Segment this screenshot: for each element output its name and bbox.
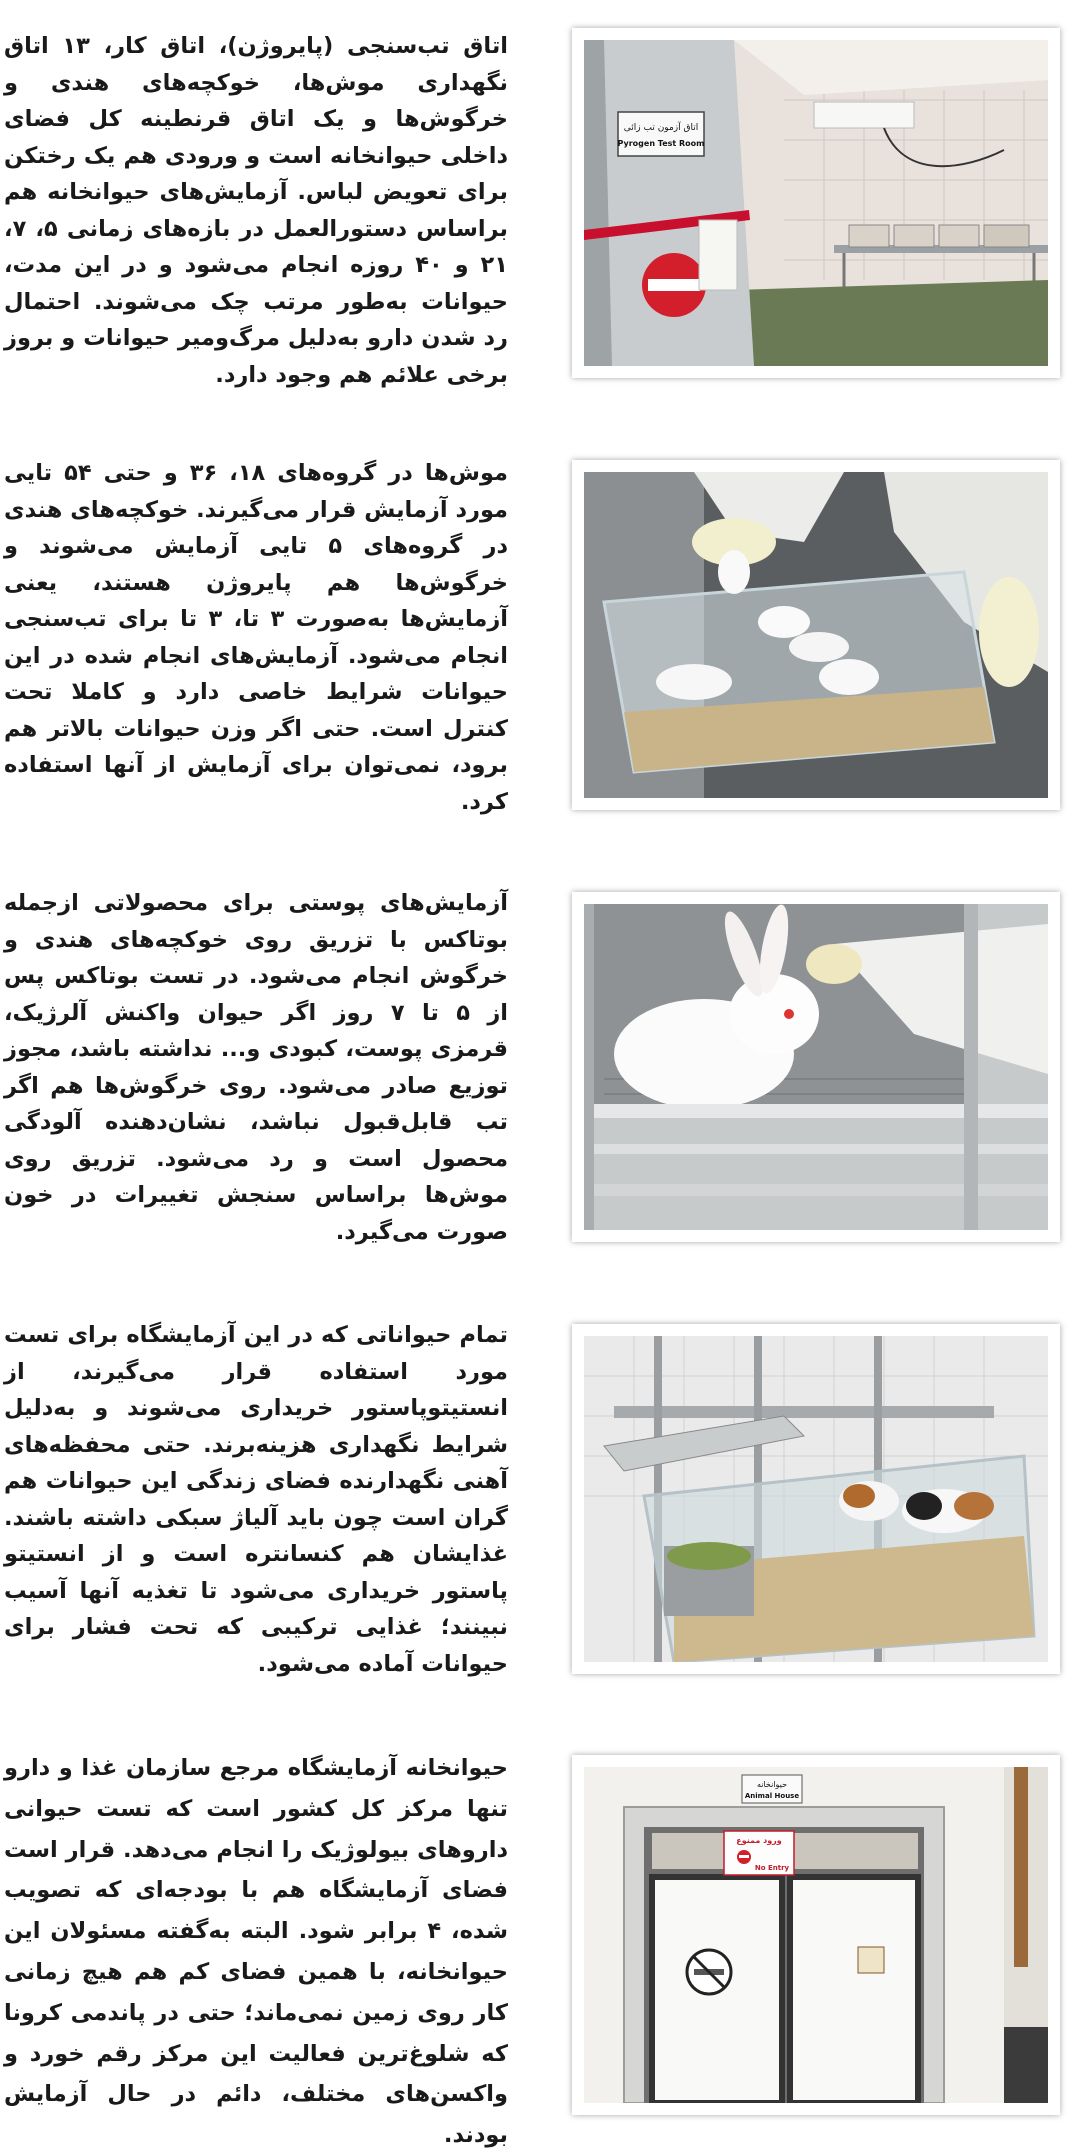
rabbit-photo xyxy=(584,904,1048,1230)
photo-frame-2 xyxy=(572,460,1060,810)
guinea-pigs-photo xyxy=(584,1336,1048,1662)
animal-house-sign-english: Animal House xyxy=(744,1792,800,1800)
paragraph-3: آزمایش‌های پوستی برای محصولاتی ازجمله بوتاکس با تزریق روی خوکچه‌های هندی و خرگوش انجام می‌شود. در تست بوتاکس پس از ۵ تا ۷ روز اگر حیوان واکنش آلرژیک، قرمزی پوست، کبودی و... نداشته باشد، مجوز توزیع صادر می‌شود. روی خرگوش‌ها هم اگر تب قابل‌قبول نباشد، نشان‌دهنده آلودگی محصول است و رد می‌شود. تزریق روی موش‌ها براساس سنجش تغییرات در خون صورت می‌گیرد. xyxy=(4,890,508,1245)
sign-english-text: Pyrogen Test Room xyxy=(617,139,705,148)
animal-house-sign-persian: حیوانخانه xyxy=(756,1780,788,1789)
no-entry-sign-english: No Entry xyxy=(754,1864,790,1872)
paragraph-1: اتاق تب‌سنجی (پایروژن)، اتاق کار، ۱۳ اتاق نگهداری موش‌ها، خوکچه‌های هندی و خرگوش‌ها و یک اتاق قرنطینه کل فضای داخلی حیوانخانه است و ورودی هم یک رختکن برای تعویض لباس. آزمایش‌های حیوانخانه هم براساس دستورالعمل در بازه‌های زمانی ۵، ۷، ۲۱ و ۴۰ روزه انجام می‌شود و در این مدت، حیوانات به‌طور مرتب چک می‌شوند. احتمال رد شدن دارو به‌دلیل مرگ‌ومیر حیوانات و بروز برخی علائم هم وجود دارد. xyxy=(4,33,508,388)
pyrogen-room-photo xyxy=(584,40,1048,366)
sign-persian-text: اتاق آزمون تب زائی xyxy=(623,123,699,133)
photo-frame-4 xyxy=(572,1324,1060,1674)
animal-house-door-photo xyxy=(584,1767,1048,2103)
paragraph-4: تمام حیواناتی که در این آزمایشگاه برای تست مورد استفاده قرار می‌گیرند، از انستیتوپاستور خریداری می‌شوند و به‌دلیل شرایط نگهداری هزینه‌برند. حتی محفظه‌های آهنی نگهدارنده فضای زندگی این حیوانات هم گران است چون باید آلیاژ سبکی داشته باشند. غذایشان هم کنسانتره است و از انستیتو پاستور خریداری می‌شود تا تغذیه آنها آسیب نبینند؛ غذایی ترکیبی که تحت فشار برای حیوانات آماده می‌شود. xyxy=(4,1322,508,1677)
paragraph-2: موش‌ها در گروه‌های ۱۸، ۳۶ و حتی ۵۴ تایی مورد آزمایش قرار می‌گیرند. خوکچه‌های هندی در گروه‌های ۵ تایی آزمایش می‌شوند و خرگوش‌ها هم پایروژن هستند، یعنی آزمایش‌ها به‌صورت ۳ تا، ۳ تا برای تب‌سنجی انجام می‌شود. آزمایش‌های انجام شده در این حیوانات شرایط خاصی دارد و کاملا تحت کنترل است. حتی اگر وزن حیوانات بالاتر هم برود، نمی‌توان برای آزمایش از آنها استفاده کرد. xyxy=(4,460,508,815)
no-entry-sign-persian: ورود ممنوع xyxy=(736,1836,782,1845)
mice-photo xyxy=(584,472,1048,798)
photo-frame-5 xyxy=(572,1755,1060,2115)
paragraph-5: حیوانخانه آزمایشگاه مرجع سازمان غذا و دارو تنها مرکز کل کشور است که تست حیوانی داروهای بیولوژیک را انجام می‌دهد. قرار است فضای آزمایشگاه هم با بودجه‌ای که تصویب شده، ۴ برابر شود. البته به‌گفته مسئولان این حیوانخانه، با همین فضای کم هم هیچ زمانی کار روی زمین نمی‌ماند؛ حتی در پاندمی کرونا که شلوغ‌ترین فعالیت این مرکز رقم خورد و واکسن‌های مختلف، دائم در حال آزمایش بودند. xyxy=(4,1755,508,2149)
photo-frame-1 xyxy=(572,28,1060,378)
photo-frame-3 xyxy=(572,892,1060,1242)
